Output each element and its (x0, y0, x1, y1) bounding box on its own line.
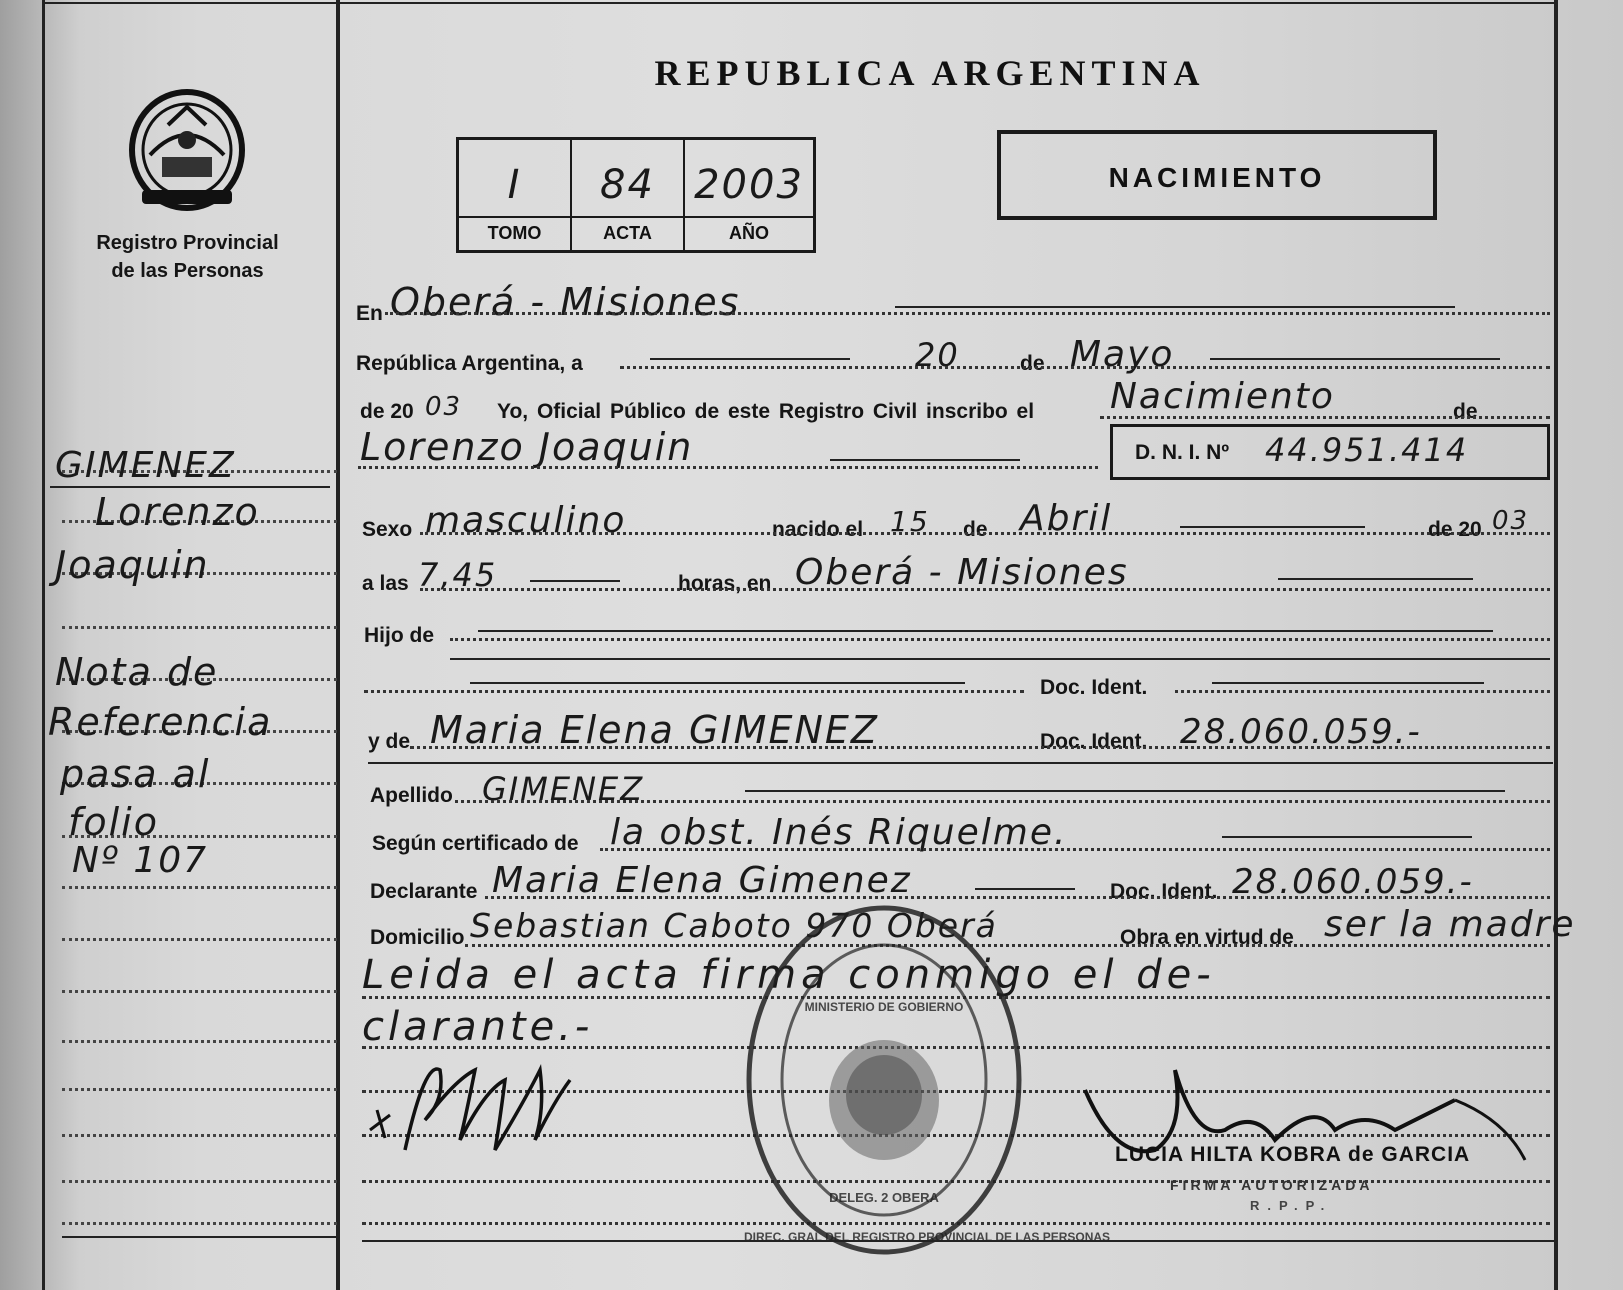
margin-rule (62, 990, 337, 993)
closing-line-1: Leida el acta firma conmigo el de- (362, 952, 1216, 998)
top-rule-left (42, 2, 340, 4)
birth-place-value: Oberá - Misiones (795, 552, 1129, 593)
row-dots (358, 466, 1098, 469)
doc-ident-label-2: Doc. Ident. (1040, 730, 1148, 753)
de20-label: de 20 (360, 400, 414, 423)
row-dots (1175, 690, 1550, 693)
row-dots (450, 638, 1550, 641)
row-dots (364, 690, 1024, 693)
year-suffix-value: 03 (425, 392, 463, 422)
record-reference-box (456, 137, 816, 253)
margin-note-line2: Referencia (48, 700, 273, 744)
official-stamp (744, 900, 1111, 1260)
apellido-fill-line (745, 790, 1505, 792)
margin-surname: GIMENEZ (55, 445, 236, 486)
en-label: En (356, 302, 383, 325)
act-written-value: Nacimiento (1110, 376, 1335, 417)
act-type-label: NACIMIENTO (1108, 162, 1326, 193)
hijo-fill-line-2 (450, 658, 1550, 660)
margin-rule (62, 626, 337, 629)
month-value: Mayo (1070, 334, 1175, 375)
segun-label: Según certificado de (372, 832, 579, 855)
margin-rule (62, 1180, 337, 1183)
registry-name-line2: de las Personas (111, 260, 264, 282)
row-dots (420, 588, 1550, 591)
row-dots (420, 532, 1550, 535)
margin-rule (62, 1222, 337, 1225)
stamp-graphic (744, 900, 1111, 1260)
hijo-label: Hijo de (364, 624, 435, 647)
alas-label: a las (362, 572, 409, 595)
tomo-label: TOMO (459, 216, 570, 250)
month-fill-line (1210, 358, 1500, 360)
margin-note-line3: pasa al (60, 752, 211, 796)
obra-value: ser la madre (1324, 904, 1576, 945)
de-label-2: de (1453, 400, 1478, 423)
father-doc-fill-line (1212, 682, 1484, 684)
mother-name-value: Maria Elena GIMENEZ (430, 708, 879, 752)
row-dots (620, 366, 1550, 369)
tomo-value: I (507, 162, 522, 208)
apellido-value: GIMENEZ (482, 770, 645, 808)
apellido-label: Apellido (370, 784, 453, 807)
de-label-1: de (1020, 352, 1045, 375)
domicilio-label: Domicilio (370, 926, 465, 949)
name-fill-line (830, 459, 1020, 461)
sexo-label: Sexo (362, 518, 413, 541)
closing-line-2: clarante.- (362, 1004, 594, 1050)
dni-label: D. N. I. Nº (1135, 441, 1230, 464)
margin-note-line5: Nº 107 (72, 840, 209, 881)
domicilio-value: Sebastian Caboto 970 Oberá (470, 906, 998, 945)
certificado-fill-line (1222, 836, 1472, 838)
declarante-doc-value: 28.060.059.- (1232, 862, 1474, 902)
margin-rule (62, 886, 337, 889)
yde-label: y de (368, 730, 411, 753)
nacido-label: nacido el (772, 518, 864, 541)
row-dots (1100, 416, 1550, 419)
margin-name1: Lorenzo (95, 490, 260, 534)
sexo-value: masculino (425, 500, 627, 541)
horas-label: horas, en (678, 572, 772, 595)
republica-label: República Argentina, a (356, 352, 583, 375)
official-name: LUCIA HILTA KOBRA de GARCIA (1115, 1143, 1471, 1166)
stamp-text: DIREC. GRAL DEL REGISTRO PROVINCIAL DE LAS PERSONAS (744, 1230, 1111, 1244)
margin-note-line4: folio (68, 800, 159, 844)
row-dots (385, 312, 1550, 315)
hijo-fill-line (478, 630, 1493, 632)
margin-divider (336, 0, 340, 1290)
margin-surname-underline (50, 486, 330, 488)
ano-value: 2003 (694, 162, 804, 208)
doc-ident-label-3: Doc. Ident. (1110, 880, 1218, 903)
row-dots (600, 848, 1550, 851)
top-rule-right (340, 2, 1556, 4)
person-name-value: Lorenzo Joaquin (360, 425, 694, 469)
row-dots (410, 746, 1550, 749)
de20b-label: de 20 (1428, 518, 1482, 541)
official-title: FIRMA AUTORIZADA (1170, 1177, 1374, 1193)
row-rule (368, 762, 1553, 764)
margin-rule (62, 1040, 337, 1043)
act-type-box (997, 130, 1437, 220)
birth-month-value: Abril (1020, 498, 1113, 539)
acta-cell (572, 140, 685, 250)
stamp-inner-text: MINISTERIO DE GOBIERNO (804, 1000, 964, 1014)
official-subtitle: R.P.P. (1250, 1198, 1333, 1213)
margin-rule (62, 1088, 337, 1091)
certificado-value: la obst. Inés Riquelme. (610, 812, 1068, 853)
row-dots (455, 800, 1550, 803)
country-title: REPUBLICA ARGENTINA (654, 53, 1206, 93)
acta-label: ACTA (572, 216, 683, 250)
margin-bottom-rule (62, 1236, 337, 1238)
ano-label: AÑO (685, 216, 813, 250)
row-dots (485, 896, 1550, 899)
acta-value: 84 (600, 162, 655, 208)
margin-rule (62, 1134, 337, 1137)
margin-rule (62, 938, 337, 941)
birth-time-value: 7,45 (418, 556, 498, 594)
day-fill-line (650, 358, 850, 360)
mother-doc-value: 28.060.059.- (1180, 712, 1422, 752)
inscribo-label: Yo, Oficial Público de este Registro Civil inscribo el (497, 400, 1035, 423)
birth-month-fill-line (1180, 526, 1365, 528)
birth-place-fill-line (1278, 578, 1473, 580)
declarant-signature (365, 1040, 605, 1170)
birth-year-suffix-value: 03 (1492, 506, 1530, 536)
obra-label: Obra en virtud de (1120, 926, 1294, 949)
doc-ident-label-1: Doc. Ident. (1040, 676, 1148, 699)
margin-name2: Joaquin (55, 543, 210, 587)
ano-cell (685, 140, 813, 250)
father-fill-line (470, 682, 965, 684)
tomo-cell (459, 140, 572, 250)
day-value: 20 (915, 336, 960, 374)
dni-box (1110, 424, 1550, 480)
dni-value: 44.951.414 (1265, 431, 1469, 469)
declarante-value: Maria Elena Gimenez (492, 860, 912, 901)
de-label-3: de (963, 518, 988, 541)
margin-note-line1: Nota de (55, 650, 219, 694)
right-border (1554, 0, 1558, 1290)
time-fill-line (530, 580, 620, 582)
provincial-seal-emblem (120, 85, 255, 215)
stamp-bottom-text: DELEG. 2 OBERA (829, 1190, 939, 1205)
birth-day-value: 15 (890, 505, 930, 538)
place-value: Oberá - Misiones (390, 280, 741, 324)
registry-name-line1: Registro Provincial (96, 232, 279, 254)
declarante-label: Declarante (370, 880, 478, 903)
left-border (42, 0, 45, 1290)
place-fill-line (895, 306, 1455, 308)
declarante-fill-line (975, 888, 1075, 890)
